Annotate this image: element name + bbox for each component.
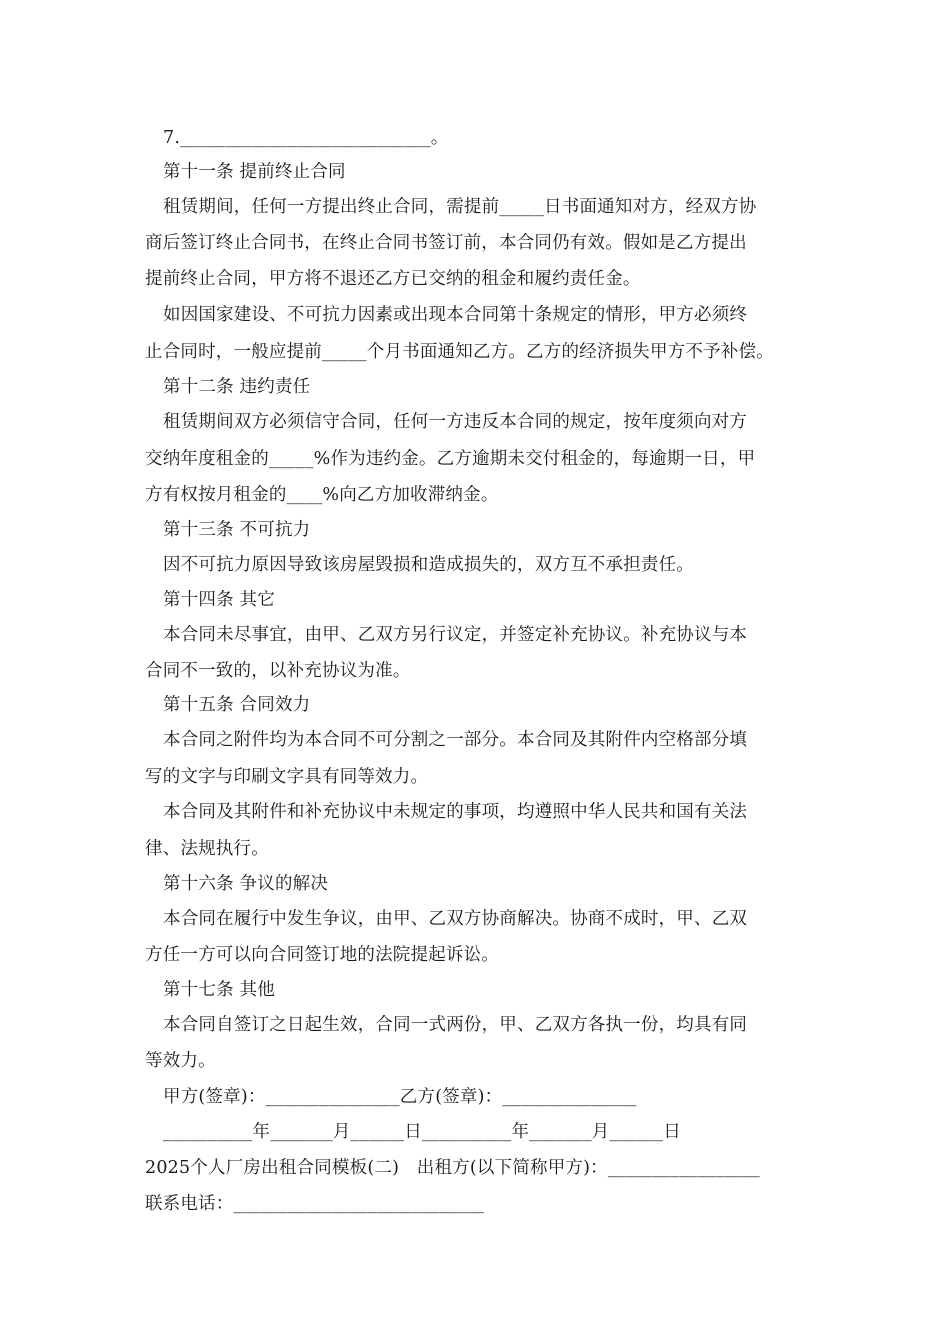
paragraph-line: 本合同在履行中发生争议，由甲、乙双方协商解决。协商不成时，甲、乙双 — [163, 909, 748, 929]
paragraph-line: 租赁期间，任何一方提出终止合同，需提前_____日书面通知对方，经双方协 — [163, 197, 757, 217]
paragraph-line: 律、法规执行。 — [145, 839, 269, 859]
paragraph-line: 提前终止合同，甲方将不退还乙方已交纳的租金和履约责任金。 — [145, 269, 641, 289]
paragraph-line: 合同不一致的，以补充协议为准。 — [145, 661, 411, 681]
paragraph-line: 方任一方可以向合同签订地的法院提起诉讼。 — [145, 945, 499, 965]
article-11-heading: 第十一条 提前终止合同 — [163, 162, 346, 182]
article-15-heading: 第十五条 合同效力 — [163, 695, 311, 715]
signature-line: 甲方(签章)：_______________乙方(签章)：_______________ — [163, 1087, 637, 1107]
article-13-heading: 第十三条 不可抗力 — [163, 520, 311, 540]
item-7-line: 7.____________________________。 — [163, 128, 449, 148]
paragraph-line: 租赁期间双方必须信守合同，任何一方违反本合同的规定，按年度须向对方 — [163, 412, 748, 432]
paragraph-line: 写的文字与印刷文字具有同等效力。 — [145, 767, 429, 787]
article-12-heading: 第十二条 违约责任 — [163, 377, 311, 397]
article-14-heading: 第十四条 其它 — [163, 590, 275, 610]
paragraph-line: 方有权按月租金的____%向乙方加收滞纳金。 — [145, 485, 499, 505]
next-contract-title-line: 2025个人厂房出租合同模板(二) 出租方(以下简称甲方)：_________________ — [145, 1158, 760, 1178]
paragraph-line: 商后签订终止合同书，在终止合同书签订前，本合同仍有效。假如是乙方提出 — [145, 233, 747, 253]
date-line: __________年_______月______日__________年_______月______日 — [163, 1122, 681, 1142]
paragraph-line: 等效力。 — [145, 1051, 216, 1071]
paragraph-line: 本合同未尽事宜，由甲、乙双方另行议定，并签定补充协议。补充协议与本 — [163, 625, 748, 645]
paragraph-line: 本合同及其附件和补充协议中未规定的事项，均遵照中华人民共和国有关法 — [163, 802, 748, 822]
paragraph-line: 交纳年度租金的_____%作为违约金。乙方逾期未交付租金的，每逾期一日，甲 — [145, 449, 756, 469]
article-16-heading: 第十六条 争议的解决 — [163, 874, 329, 894]
paragraph-line: 本合同自签订之日起生效，合同一式两份，甲、乙双方各执一份，均具有同 — [163, 1015, 748, 1035]
paragraph-line: 如因国家建设、不可抗力因素或出现本合同第十条规定的情形，甲方必须终 — [163, 305, 748, 325]
contact-phone-line: 联系电话：____________________________ — [145, 1194, 485, 1214]
paragraph-line: 止合同时，一般应提前_____个月书面通知乙方。乙方的经济损失甲方不予补偿。 — [145, 342, 774, 362]
article-17-heading: 第十七条 其他 — [163, 980, 275, 1000]
paragraph-line: 本合同之附件均为本合同不可分割之一部分。本合同及其附件内空格部分填 — [163, 730, 748, 750]
paragraph-line: 因不可抗力原因导致该房屋毁损和造成损失的，双方互不承担责任。 — [163, 555, 694, 575]
